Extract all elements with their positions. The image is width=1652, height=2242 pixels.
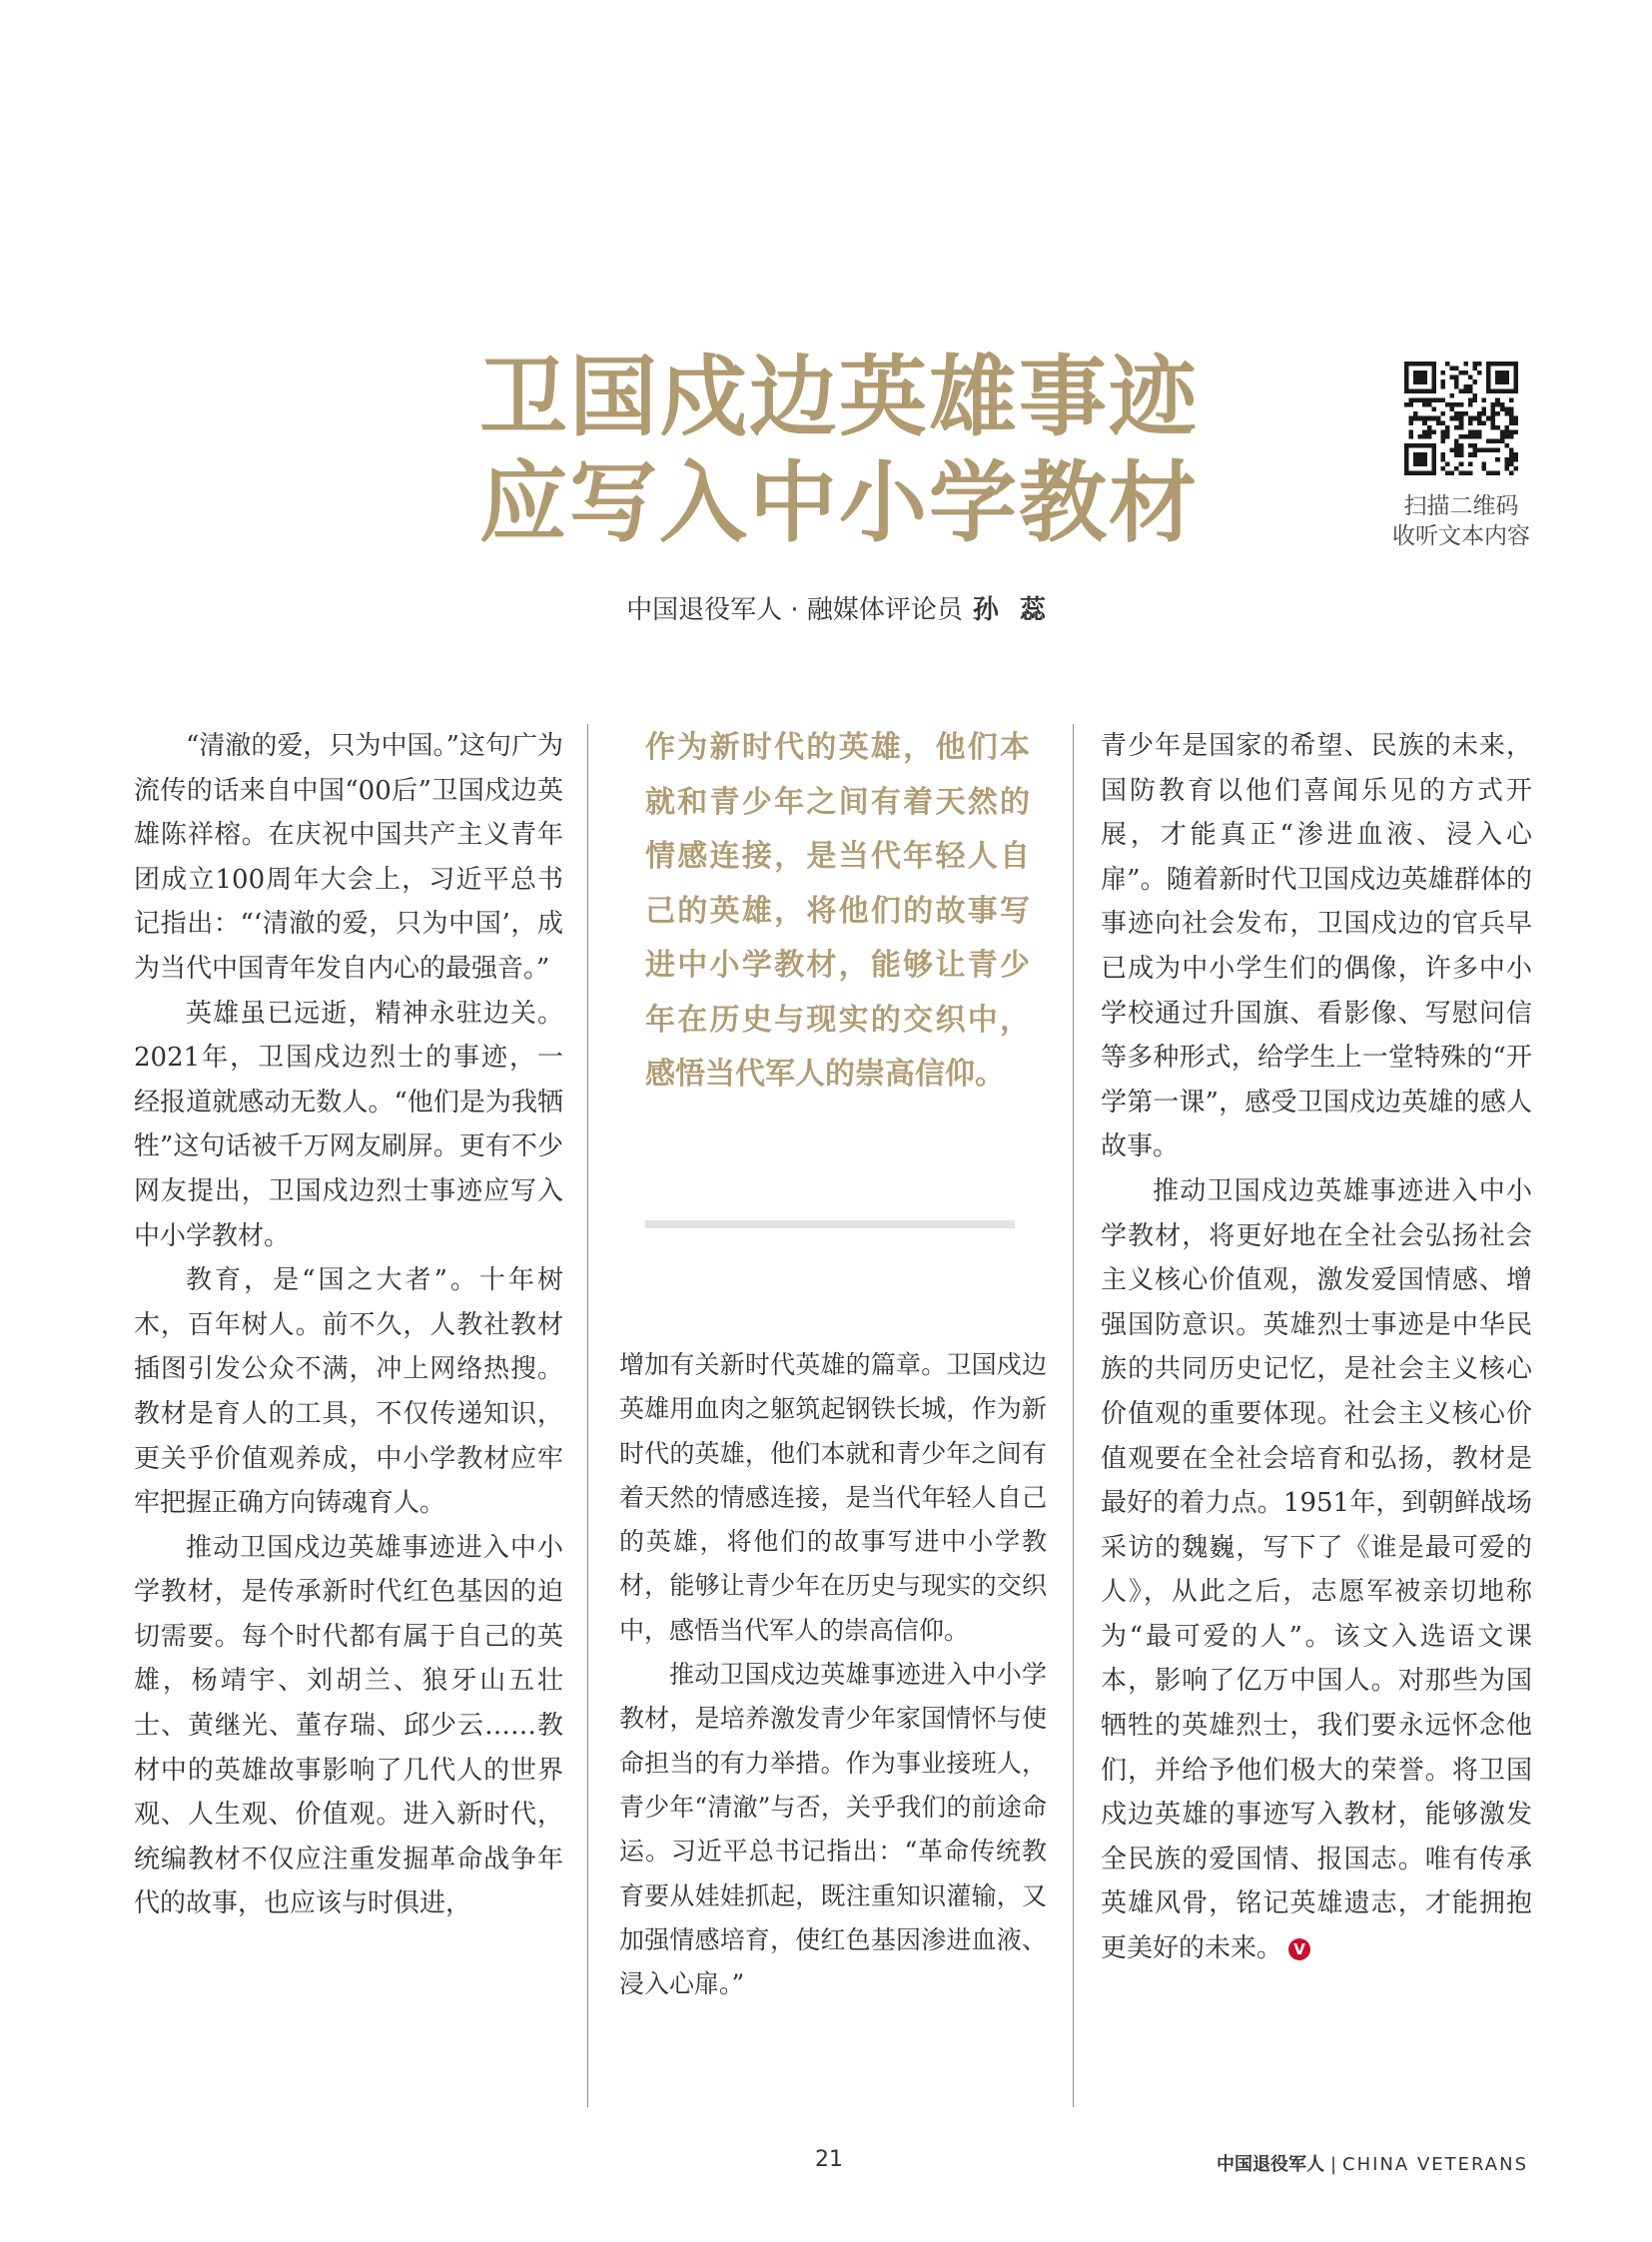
- qr-code[interactable]: [1404, 362, 1518, 475]
- paragraph: 推动卫国戍边英雄事迹进入中小学教材，是传承新时代红色基因的迫切需要。每个时代都有属于自己的英雄，杨靖宇、刘胡兰、狼牙山五壮士、黄继光、董存瑞、邱少云……教材中的英雄故事影响了几代人的世界观、人生观、价值观。进入新时代，统编教材不仅应注重发掘革命战争年代的故事，也应该与时俱进，: [134, 1532, 563, 1919]
- pull-quote-rule: [645, 1220, 1015, 1228]
- qr-caption: [1376, 491, 1546, 551]
- byline-affiliation: 中国退役军人 · 融媒体评论员: [626, 595, 963, 625]
- paragraph: 教育，是“国之大者”。十年树木，百年树人。前不久，人教社教材插图引发公众不满，冲上网络热搜。教材是育人的工具，不仅传递知识，更关乎价值观养成，中小学教材应牢牢把握正确方向铸魂育人。: [134, 1265, 563, 1519]
- column-left: [134, 724, 563, 1926]
- magazine-name-cn: 中国退役军人: [1216, 2154, 1324, 2175]
- paragraph: [1101, 1169, 1532, 1971]
- column-middle: [619, 1343, 1047, 2006]
- magazine-name-en: CHINA VETERANS: [1342, 2154, 1528, 2175]
- qr-block: [1376, 362, 1546, 551]
- title-line-1: 卫国戍边英雄事迹: [478, 346, 1199, 448]
- qr-caption-line-2: 收听文本内容: [1392, 523, 1530, 549]
- footer-separator: |: [1329, 2154, 1337, 2175]
- qr-caption-line-1: 扫描二维码: [1403, 493, 1519, 519]
- paragraph: 青少年是国家的希望、民族的未来，国防教育以他们喜闻乐见的方式开展，才能真正“渗进血液、浸入心扉”。随着新时代卫国戍边英雄群体的事迹向社会发布，卫国戍边的官兵早已成为中小学生们的偶像，许多中小学校通过升国旗、看影像、写慰问信等多种形式，给学生上一堂特殊的“开学第一课”，感受卫国戍边英雄的感人故事。: [1101, 731, 1532, 1162]
- column-divider: [1073, 724, 1074, 2107]
- article-title: [469, 345, 1209, 556]
- paragraph: 增加有关新时代英雄的篇章。卫国戍边英雄用血肉之躯筑起钢铁长城，作为新时代的英雄，他们本就和青少年之间有着天然的情感连接，是当代年轻人自己的英雄，将他们的故事写进中小学教材，能够让青少年在历史与现实的交织中，感悟当代军人的崇高信仰。: [619, 1350, 1047, 1645]
- paragraph: 英雄虽已远逝，精神永驻边关。2021年，卫国戍边烈士的事迹，一经报道就感动无数人。“他们是为我牺牲”这句话被千万网友刷屏。更有不少网友提出，卫国戍边烈士事迹应写入中小学教材。: [134, 998, 563, 1251]
- column-divider: [587, 724, 588, 2107]
- paragraph-text: 推动卫国戍边英雄事迹进入中小学教材，将更好地在全社会弘扬社会主义核心价值观，激发爱国情感、增强国防意识。英雄烈士事迹是中华民族的共同历史记忆，是社会主义核心价值观的重要体现。社会主义核心价值观要在全社会培育和弘扬，教材是最好的着力点。1951年，到朝鲜战场采访的魏巍，写下了《谁是最可爱的人》，从此之后，志愿军被亲切地称为“最可爱的人”。该文入选语文课本，影响了亿万中国人。对那些为国牺牲的英雄烈士，我们要永远怀念他们，并给予他们极大的荣誉。将卫国戍边英雄的事迹写入教材，能够激发全民族的爱国情、报国志。唯有传承英雄风骨，铭记英雄遗志，才能拥抱更美好的未来。: [1101, 1175, 1532, 1964]
- footer-magazine-name: [1217, 2150, 1528, 2176]
- column-right: [1101, 724, 1532, 1971]
- end-mark-icon: V: [1288, 1938, 1310, 1960]
- page-number: 21: [815, 2147, 843, 2172]
- title-line-2: 应写入中小学教材: [478, 451, 1199, 554]
- pull-quote: 作为新时代的英雄，他们本就和青少年之间有着天然的情感连接，是当代年轻人自己的英雄，将他们的故事写进中小学教材，能够让青少年在历史与现实的交织中，感悟当代军人的崇高信仰。: [645, 730, 1030, 1092]
- paragraph: 推动卫国戍边英雄事迹进入中小学教材，是培养激发青少年家国情怀与使命担当的有力举措。作为事业接班人，青少年“清澈”与否，关乎我们的前途命运。习近平总书记指出：“革命传统教育要从娃娃抓起，既注重知识灌输，又加强情感培育，使红色基因渗进血液、浸入心扉。”: [619, 1660, 1047, 1999]
- byline: [559, 589, 1119, 626]
- author-name: 孙 蕊: [972, 595, 1052, 625]
- paragraph: “清澈的爱，只为中国。”这句广为流传的话来自中国“00后”卫国戍边英雄陈祥榕。在庆祝中国共产主义青年团成立100周年大会上，习近平总书记指出：“‘清澈的爱，只为中国’，成为当代中国青年发自内心的最强音。”: [134, 731, 563, 984]
